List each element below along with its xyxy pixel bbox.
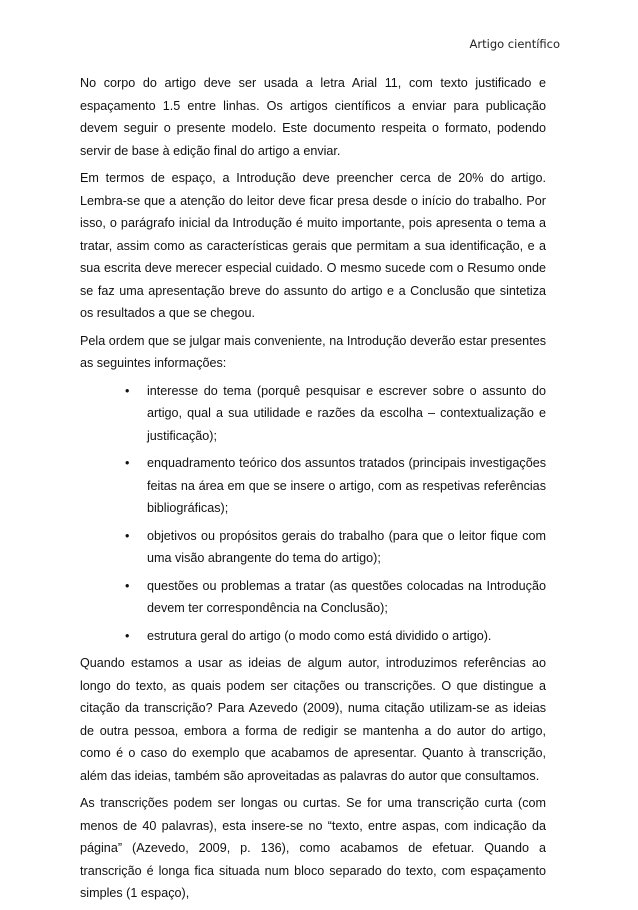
body-paragraph: Em termos de espaço, a Introdução deve preencher cerca de 20% do artigo. Lembra-se que a atenção do leitor deve ficar presa desde o início do trabalho. Por isso, o parágrafo inicial da Introdução é muito importante, pois apresenta o tema a tratar, assim como as características gerais que permitam a sua identificação, e a sua escrita deve merecer especial cuidado. O mesmo sucede com o Resumo onde se faz uma apresentação breve do assunto do artigo e a Conclusão que sintetiza os resultados a que se chegou. [80,171,546,320]
bullet-marker: • [125,578,130,593]
body-paragraph: As transcrições podem ser longas ou curtas. Se for uma transcrição curta (com menos de 40 palavras), esta insere-se no “texto, entre aspas, com indicação da página” (Azevedo, 2009, p. 136), como acabamos de efetuar. Quando a transcrição é longa fica situada num bloco separado do texto, com espaçamento simples (1 espaço), [80,796,546,900]
running-header: Artigo científico [469,37,560,51]
bullet-text: questões ou problemas a tratar (as questões colocadas na Introdução devem ter correspondência na Conclusão); [147,578,546,615]
bullet-text: estrutura geral do artigo (o modo como está dividido o artigo). [147,628,492,643]
bullet-list [80,380,546,648]
document-body [80,72,546,910]
bullet-item [80,575,546,620]
body-paragraph: Pela ordem que se julgar mais conveniente, na Introdução deverão estar presentes as seguintes informações: [80,333,546,370]
bullet-marker: • [125,628,130,643]
bullet-item [80,380,546,448]
bullet-text: interesse do tema (porquê pesquisar e escrever sobre o assunto do artigo, qual a sua utilidade e razões da escolha – contextualização e justificação); [147,383,546,443]
body-paragraph: Quando estamos a usar as ideias de algum autor, introduzimos referências ao longo do texto, as quais podem ser citações ou transcrições. O que distingue a citação da transcrição? Para Azevedo (2009), numa citação utilizam-se as ideias de outra pessoa, embora a forma de redigir se mantenha a do autor do artigo, como é o caso do exemplo que acabamos de apresentar. Quanto à transcrição, além das ideias, também são aproveitadas as palavras do autor que consultamos. [80,656,546,783]
body-paragraph: No corpo do artigo deve ser usada a letra Arial 11, com texto justificado e espaçamento 1.5 entre linhas. Os artigos científicos a enviar para publicação devem seguir o presente modelo. Este documento respeita o formato, podendo servir de base à edição final do artigo a enviar. [80,76,546,158]
bullet-marker: • [125,383,130,398]
bullet-text: enquadramento teórico dos assuntos tratados (principais investigações feitas na área em que se insere o artigo, com as respetivas referências bibliográficas); [147,456,546,515]
bullet-item [80,525,546,570]
bullet-item [80,625,546,648]
bullet-text: objetivos ou propósitos gerais do trabalho (para que o leitor fique com uma visão abrangente do tema do artigo); [147,528,546,565]
bullet-marker: • [125,456,130,470]
bullet-marker: • [125,528,130,543]
bullet-item [80,452,546,520]
